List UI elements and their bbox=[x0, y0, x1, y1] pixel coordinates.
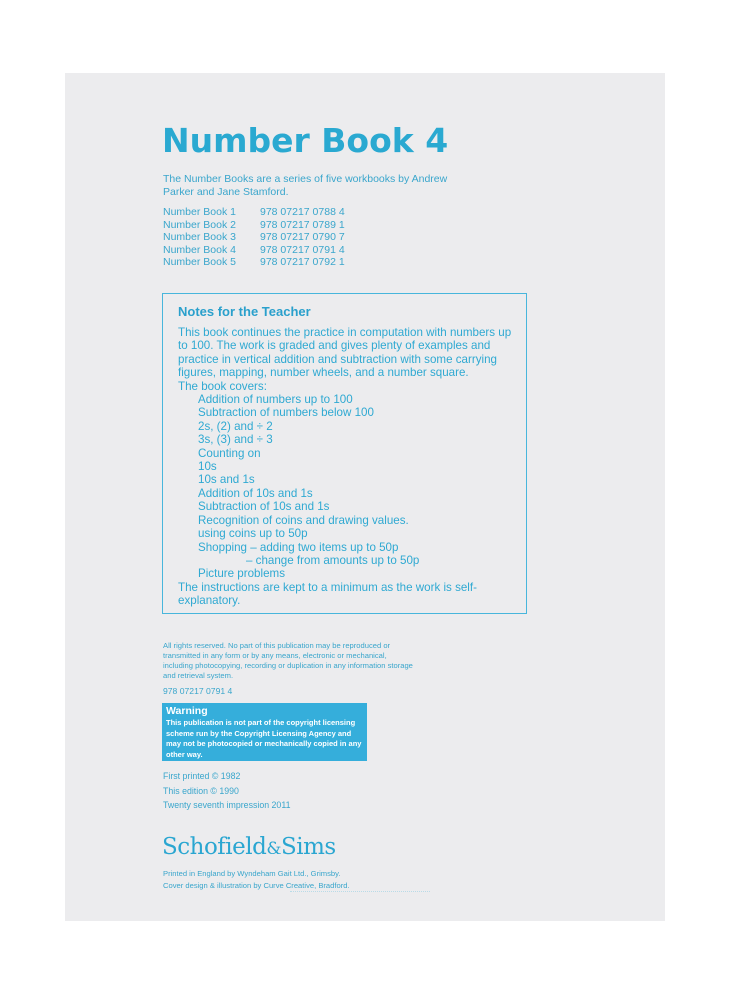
list-item: Subtraction of 10s and 1s bbox=[198, 500, 330, 514]
edition-line: Twenty seventh impression 2011 bbox=[163, 800, 291, 811]
covers-list bbox=[178, 393, 518, 581]
logo-ampersand: & bbox=[266, 839, 281, 859]
book-isbn: 978 07217 0792 1 bbox=[260, 256, 345, 269]
isbn-row bbox=[163, 231, 345, 244]
warning-box bbox=[162, 703, 367, 761]
list-item: using coins up to 50p bbox=[198, 527, 308, 541]
isbn-number: 978 07217 0791 4 bbox=[163, 686, 233, 696]
list-item: 2s, (2) and ÷ 2 bbox=[198, 419, 273, 433]
page bbox=[65, 73, 665, 921]
list-item: Counting on bbox=[198, 446, 261, 460]
edition-info bbox=[163, 769, 290, 813]
isbn-row bbox=[163, 256, 345, 269]
page-title: Number Book 4 bbox=[162, 121, 449, 160]
list-item: Picture problems bbox=[198, 567, 285, 581]
isbn-list bbox=[163, 206, 345, 269]
logo-part: Sims bbox=[281, 834, 336, 860]
notes-heading: Notes for the Teacher bbox=[178, 304, 311, 319]
edition-line: First printed © 1982 bbox=[163, 771, 241, 781]
warning-title: Warning bbox=[166, 705, 208, 717]
isbn-row bbox=[163, 219, 345, 232]
faint-dotted-line bbox=[290, 891, 430, 893]
notes-closing: The instructions are kept to a minimum as the work is self-explanatory. bbox=[178, 580, 477, 608]
notes-body bbox=[178, 326, 518, 608]
printer-line: Cover design & illustration by Curve Creative, Bradford. bbox=[163, 881, 350, 890]
logo-part: Schofield bbox=[162, 834, 267, 860]
book-isbn: 978 07217 0790 7 bbox=[260, 231, 345, 244]
book-name: Number Book 3 bbox=[163, 231, 236, 244]
book-isbn: 978 07217 0788 4 bbox=[260, 206, 345, 218]
list-item: Recognition of coins and drawing values. bbox=[198, 513, 409, 527]
book-name: Number Book 1 bbox=[163, 206, 236, 218]
book-name: Number Book 5 bbox=[163, 256, 236, 269]
edition-line: This edition © 1990 bbox=[163, 785, 239, 796]
book-name: Number Book 2 bbox=[163, 218, 236, 231]
notes-paragraph: This book continues the practice in computation with numbers up to 100. The work is graded and gives plenty of examples and practice in vertical addition and subtraction with some carrying figures, mapping, number wheels, and a number square. bbox=[178, 326, 512, 380]
list-item: Addition of numbers up to 100 bbox=[198, 393, 353, 407]
covers-intro: The book covers: bbox=[178, 379, 267, 393]
list-item: – change from amounts up to 50p bbox=[246, 553, 420, 567]
rights-notice: All rights reserved. No part of this publication may be reproduced or transmitted in any form or by any means, electronic or mechanical, including photocopying, recording or duplication in any information storage and retrieval system. bbox=[163, 641, 413, 680]
printer-info bbox=[163, 868, 350, 892]
intro-text: The Number Books are a series of five workbooks by Andrew Parker and Jane Stamford. bbox=[163, 173, 448, 198]
warning-text: This publication is not part of the copyright licensing scheme run by the Copyright Licensing Agency and may not be photocopied or mechanically copied in any other way. bbox=[166, 718, 362, 759]
book-isbn: 978 07217 0791 4 bbox=[260, 243, 345, 256]
list-item: Shopping – adding two items up to 50p bbox=[198, 540, 399, 554]
list-item: 10s and 1s bbox=[198, 473, 255, 487]
publisher-logo bbox=[162, 833, 336, 863]
isbn-row bbox=[163, 244, 345, 257]
book-name: Number Book 4 bbox=[163, 243, 236, 256]
book-isbn: 978 07217 0789 1 bbox=[260, 218, 345, 231]
list-item: 10s bbox=[198, 460, 217, 474]
printer-line: Printed in England by Wyndeham Gait Ltd., Grimsby. bbox=[163, 869, 341, 878]
list-item: 3s, (3) and ÷ 3 bbox=[198, 433, 273, 447]
list-item: Subtraction of numbers below 100 bbox=[198, 406, 374, 420]
list-item: Addition of 10s and 1s bbox=[198, 486, 313, 500]
isbn-row bbox=[163, 206, 345, 219]
teacher-notes-box bbox=[162, 293, 527, 614]
